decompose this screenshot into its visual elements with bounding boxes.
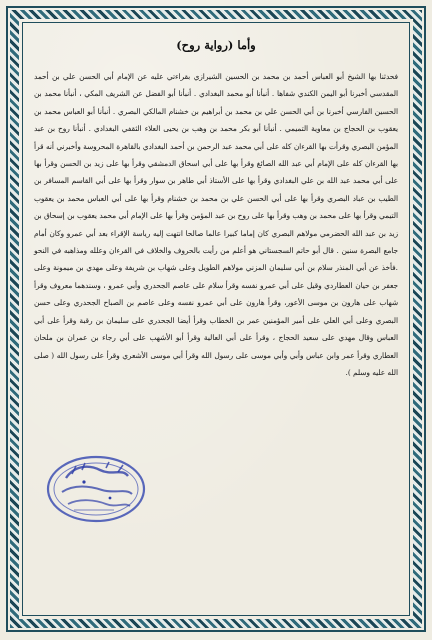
body-text-block (34, 68, 398, 381)
section-heading: وأما (رواية روح) (176, 38, 256, 52)
body-paragraph: فحدثنا بها الشيخ أبو العباس أحمد بن محمد بن الحسين الشيرازي بقراءتي عليه عن الإمام أبي الحسن علي بن أحمد المقدسي أخبرنا أبو اليمن الكندي شفاها . أنبأنا أبو محمد البغدادي . أنبأنا أبو الفضل عن الشريف المكي ، أنبأنا محمد بن الحسين الفارسي أخبرنا بن أبي الحسن علي بن محمد بن أبراهيم بن خشنام المالكي البصري . أنبأنا أبو العباس محمد بن يعقوب بن الحجاج بن معاوية التميمي . أنبأنا أبو بكر محمد بن وهب بن يحيى العلاء الثقفي البغدادي . أنبأنا روح بن عبد المؤمن البصري وقرأت بها القرءان كله على أبي محمد عبد الرحمن بن أحمد البغدادي بالقاهرة المحروسة وأخبرني أنه قرأ بها القرءان كله على الإمام أبي عبد الله الصائغ وقرأ بها على أبي اسحاق الدمشقي وقرأ بها على زيد بن الحسن وقرأ بها على أبي محمد عبد الله بن علي البغدادي وقرأ بها على الأستاذ أبي طاهر بن سوار وقرأ بها على أبي القاسم المسافر بن الطيب بن عباد البصري وقرأ بها على أبي الحسن علي بن محمد بن خشنام وقرأ بها على أبي العباس محمد بن يعقوب التيمي وقرأ بها على محمد بن وهب وقرأ بها على روح بن عبد المؤمن وقرأ بها على الإمام أبي محمد يعقوب بن إسحاق بن زيد بن عبد الله الحضرمي مولاهم البصري كان إماما كبيرا عالما صالحا انتهت إليه رياسة الإقراء بعد أبي عمرو وكان أمام جامع البصرة سنين . قال أبو حاتم السجستاني هو أعلم من رأيت بالحروف والخلاف في القرءان وعلله ومذاهبه في النحو .فأخذ عن أبي المنذر سلام بن أبي سليمان المزني مولاهم الطويل وعلى شهاب بن شريفة وعلى مهدي بن ميمونة وعلى جعفر بن حيان العطاردي وقيل على أبي عمرو نفسه وقرأ سلام على عاصم الجحدري وأبي عمرو ، وسندهما معروف وقرأ شهاب على هارون بن موسى الأعور، وقرأ هارون على أبي عمرو نفسه وعلى عاصم بن الصباح الجحدري وعلى حسن البصري وعلى أبي العلي على أمير المؤمنين عمر بن الخطاب وقرأ أيضا الجحدري على سليمان بن رقبة وقرأ على أبي العباس وقال مهدي على سعيد الحجاج ، وقرأ على أبي العالية وقرأ أبو الأشهب على أبي رجاء بن عمران بن ملحان العطاري وقرأ عمر وابن عباس وأبي وأبي موسى على رسول الله وقرأ أبي موسى الأشعري وقرأ على رسول الله ( صلى الله عليه وسلم ). (34, 72, 398, 377)
institution-stamp (44, 452, 148, 526)
